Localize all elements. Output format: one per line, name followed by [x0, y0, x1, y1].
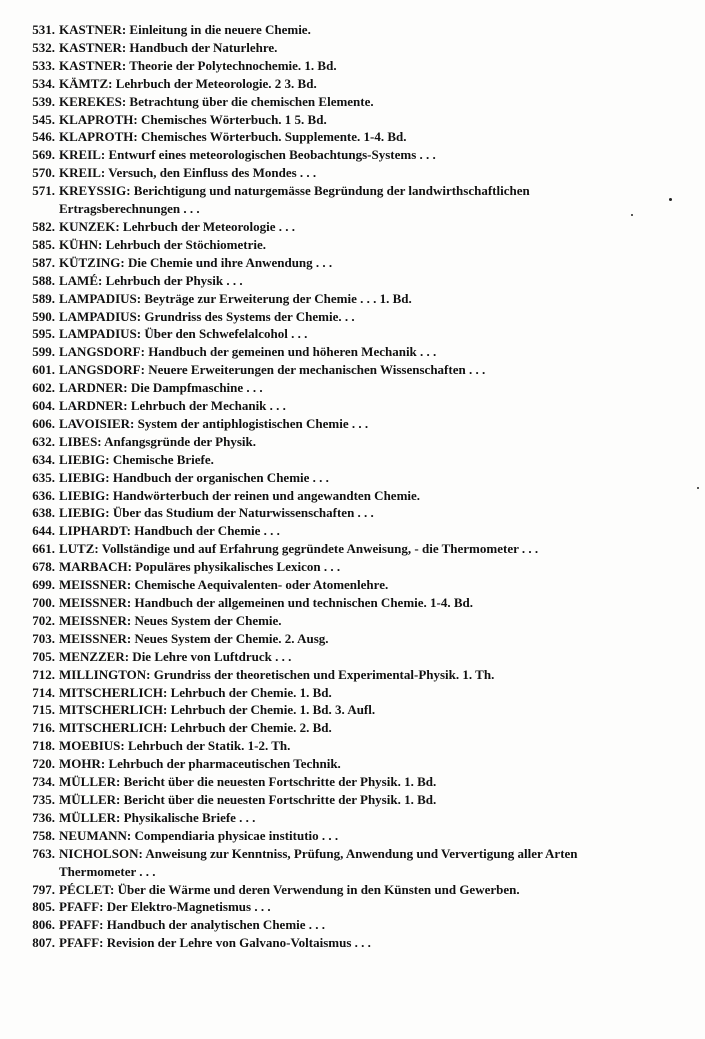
entry-line: MITSCHERLICH: Lehrbuch der Chemie. 2. Bd.: [59, 720, 332, 736]
entry-text: [59, 809, 695, 827]
entry-number: 703.: [32, 630, 55, 646]
entry-line: PFAFF: Der Elektro-Magnetismus . . .: [59, 899, 271, 915]
entry-number: 700.: [32, 595, 55, 610]
entry-number: 797.: [32, 881, 55, 897]
list-item: [20, 504, 695, 522]
entry-number: 604.: [32, 398, 55, 414]
entry-number: 705.: [32, 648, 55, 664]
list-item: [20, 791, 695, 809]
list-item: [20, 881, 695, 899]
entry-number: 736.: [32, 809, 55, 825]
list-item: [20, 522, 695, 540]
ink-speck: [669, 198, 672, 201]
entry-number: 758.: [32, 827, 55, 843]
entry-text: [59, 934, 695, 952]
list-item: [20, 75, 695, 93]
entry-text: [59, 630, 695, 648]
entry-number: 644.: [32, 523, 55, 539]
entry-number: 718.: [32, 738, 55, 754]
entry-line: PFAFF: Revision der Lehre von Galvano-Voltaismus . . .: [59, 935, 371, 951]
entry-line: KASTNER: Einleitung in die neuere Chemie.: [59, 22, 311, 37]
entry-number: 569.: [32, 147, 55, 163]
entry-number: 601.: [32, 362, 55, 378]
list-item: [20, 755, 695, 773]
list-item: [20, 39, 695, 57]
entry-text: [59, 236, 695, 254]
entry-number: 678.: [32, 559, 55, 575]
entry-text: [59, 791, 695, 809]
entry-number: 635.: [32, 469, 55, 485]
entry-number: 714.: [32, 684, 55, 700]
entry-number: 715.: [32, 702, 55, 718]
entry-number: 606.: [32, 415, 55, 431]
list-item: [20, 146, 695, 164]
list-item: [20, 128, 695, 146]
entry-line: KREIL: Versuch, den Einfluss des Mondes . . .: [59, 165, 317, 181]
list-item: [20, 648, 695, 666]
list-item: [20, 111, 695, 129]
entry-text: [59, 21, 695, 39]
entry-number: 571.: [32, 183, 55, 199]
entry-number: 699.: [32, 577, 55, 593]
entry-text: [59, 773, 695, 791]
entry-text: [59, 218, 695, 236]
entry-text: [59, 612, 695, 630]
entry-number: 532.: [32, 39, 55, 55]
entry-text: [59, 487, 695, 505]
list-item: [20, 272, 695, 290]
entry-line: MEISSNER: Neues System der Chemie.: [59, 612, 282, 628]
entry-text: [59, 272, 695, 290]
list-item: [20, 666, 695, 684]
list-item: [20, 773, 695, 791]
entry-text: [59, 308, 695, 326]
entry-line: MITSCHERLICH: Lehrbuch der Chemie. 1. Bd.: [59, 684, 332, 700]
list-item: [20, 236, 695, 254]
list-item: [20, 469, 695, 487]
entry-line: LIEBIG: Chemische Briefe.: [59, 451, 214, 467]
entry-number: 702.: [32, 612, 55, 628]
list-item: [20, 451, 695, 469]
entry-line: KREYSSIG: Berichtigung und naturgemässe Begründung der landwirthschaftlichen: [59, 183, 530, 199]
list-item: [20, 361, 695, 379]
entry-text: [59, 93, 695, 111]
list-item: [20, 898, 695, 916]
list-item: [20, 540, 695, 558]
entry-number: 807.: [32, 935, 55, 951]
entry-line: LANGSDORF: Neuere Erweiterungen der mechanischen Wissenschaften . . .: [59, 362, 486, 378]
entry-text: [59, 433, 695, 451]
list-item: [20, 397, 695, 415]
entry-line: MÜLLER: Physikalische Briefe . . .: [59, 809, 256, 825]
list-item: [20, 343, 695, 361]
entry-text: [59, 504, 695, 522]
entry-number: 636.: [32, 487, 55, 503]
entry-text: [59, 737, 695, 755]
entry-line: MEISSNER: Neues System der Chemie. 2. Ausg.: [59, 630, 329, 646]
entry-line: LAMPADIUS: Grundriss des Systems der Chemie. . .: [59, 308, 355, 324]
entry-line: NEUMANN: Compendiaria physicae institutio . . .: [59, 827, 339, 843]
entry-line: LIBES: Anfangsgründe der Physik.: [59, 433, 256, 449]
entry-number: 716.: [32, 720, 55, 736]
entry-number: 595.: [32, 326, 55, 342]
entry-number: 539.: [32, 93, 55, 109]
list-item: [20, 701, 695, 719]
entry-text: [59, 916, 695, 934]
list-item: [20, 630, 695, 648]
entry-text: [59, 898, 695, 916]
entry-line: KREIL: Entwurf eines meteorologischen Beobachtungs-Systems . . .: [59, 147, 436, 163]
ink-speck: [631, 214, 633, 216]
entry-line: PFAFF: Handbuch der analytischen Chemie . . .: [59, 917, 326, 933]
entry-text: [59, 182, 695, 218]
entry-line: LARDNER: Lehrbuch der Mechanik . . .: [59, 398, 286, 414]
list-item: [20, 576, 695, 594]
list-item: [20, 827, 695, 845]
entry-text: [59, 75, 695, 93]
entry-number: 763.: [32, 845, 55, 861]
ink-speck: [697, 487, 699, 489]
entry-line: LAVOISIER: System der antiphlogistischen Chemie . . .: [59, 415, 369, 431]
entry-text: [59, 522, 695, 540]
entry-number: 632.: [32, 433, 55, 449]
entry-text: [59, 111, 695, 129]
entry-text: [59, 397, 695, 415]
entry-text: [59, 415, 695, 433]
list-item: [20, 487, 695, 505]
entry-number: 602.: [32, 380, 55, 396]
entry-text: [59, 540, 695, 558]
entry-number: 720.: [32, 756, 55, 772]
entry-number: 570.: [32, 165, 55, 181]
entry-number: 531.: [32, 22, 55, 37]
entry-number: 546.: [32, 129, 55, 145]
entry-number: 805.: [32, 899, 55, 915]
entry-text: [59, 576, 695, 594]
list-item: [20, 916, 695, 934]
entry-text: [59, 684, 695, 702]
entry-line: MOEBIUS: Lehrbuch der Statik. 1-2. Th.: [59, 738, 291, 754]
entry-text: [59, 755, 695, 773]
entry-text: [59, 254, 695, 272]
entry-line: LIPHARDT: Handbuch der Chemie . . .: [59, 523, 280, 539]
entry-line: Ertragsberechnungen . . .: [59, 201, 200, 217]
entry-number: 712.: [32, 666, 55, 682]
entry-line: MILLINGTON: Grundriss der theoretischen und Experimental-Physik. 1. Th.: [59, 666, 495, 682]
entry-text: [59, 164, 695, 182]
entry-line: MOHR: Lehrbuch der pharmaceutischen Technik.: [59, 756, 341, 772]
entry-line: LUTZ: Vollständige und auf Erfahrung gegründete Anweisung, - die Thermometer . . .: [59, 541, 539, 557]
entry-line: Thermometer . . .: [59, 863, 156, 879]
entry-number: 638.: [32, 505, 55, 521]
entry-text: [59, 594, 695, 612]
entry-text: [59, 845, 695, 881]
bibliography-list: [20, 21, 695, 952]
entry-number: 545.: [32, 111, 55, 127]
list-item: [20, 57, 695, 75]
entry-number: 587.: [32, 254, 55, 270]
entry-line: KÜHN: Lehrbuch der Stöchiometrie.: [59, 236, 267, 252]
list-item: [20, 308, 695, 326]
entry-line: MEISSNER: Chemische Aequivalenten- oder Atomenlehre.: [59, 577, 389, 593]
entry-line: LIEBIG: Handwörterbuch der reinen und angewandten Chemie.: [59, 487, 421, 503]
entry-text: [59, 128, 695, 146]
entry-line: MÜLLER: Bericht über die neuesten Fortschritte der Physik. 1. Bd.: [59, 774, 437, 790]
list-item: [20, 325, 695, 343]
list-item: [20, 845, 695, 881]
entry-text: [59, 701, 695, 719]
entry-text: [59, 827, 695, 845]
entry-line: LIEBIG: Handbuch der organischen Chemie . . .: [59, 469, 329, 485]
list-item: [20, 182, 695, 218]
entry-number: 582.: [32, 218, 55, 234]
entry-text: [59, 558, 695, 576]
entry-line: LIEBIG: Über das Studium der Naturwissenschaften . . .: [59, 505, 374, 521]
list-item: [20, 809, 695, 827]
entry-text: [59, 39, 695, 57]
list-item: [20, 379, 695, 397]
entry-text: [59, 57, 695, 75]
entry-text: [59, 146, 695, 164]
entry-text: [59, 343, 695, 361]
entry-line: KUNZEK: Lehrbuch der Meteorologie . . .: [59, 218, 296, 234]
entry-line: PÉCLET: Über die Wärme und deren Verwendung in den Künsten und Gewerben.: [59, 881, 520, 897]
entry-number: 589.: [32, 290, 55, 306]
entry-number: 599.: [32, 344, 55, 360]
entry-number: 661.: [32, 541, 55, 557]
list-item: [20, 719, 695, 737]
list-item: [20, 415, 695, 433]
list-item: [20, 164, 695, 182]
entry-text: [59, 379, 695, 397]
entry-line: LANGSDORF: Handbuch der gemeinen und höheren Mechanik . . .: [59, 344, 437, 360]
entry-number: 734.: [32, 774, 55, 790]
entry-line: MÜLLER: Bericht über die neuesten Fortschritte der Physik. 1. Bd.: [59, 791, 437, 807]
list-item: [20, 594, 695, 612]
list-item: [20, 290, 695, 308]
entry-line: LAMPADIUS: Über den Schwefelalcohol . . .: [59, 326, 308, 342]
entry-number: 533.: [32, 57, 55, 73]
entry-number: 585.: [32, 236, 55, 252]
list-item: [20, 218, 695, 236]
entry-line: KÜTZING: Die Chemie und ihre Anwendung . . .: [59, 254, 333, 270]
list-item: [20, 558, 695, 576]
entry-line: LAMÉ: Lehrbuch der Physik . . .: [59, 272, 243, 288]
entry-line: MEISSNER: Handbuch der allgemeinen und technischen Chemie. 1-4. Bd.: [59, 595, 474, 610]
entry-text: [59, 648, 695, 666]
entry-text: [59, 290, 695, 308]
list-item: [20, 684, 695, 702]
entry-line: LARDNER: Die Dampfmaschine . . .: [59, 380, 263, 396]
list-item: [20, 934, 695, 952]
entry-line: MITSCHERLICH: Lehrbuch der Chemie. 1. Bd. 3. Aufl.: [59, 702, 376, 718]
entry-number: 534.: [32, 75, 55, 91]
entry-line: KEREKES: Betrachtung über die chemischen Elemente.: [59, 93, 374, 109]
entry-line: KLAPROTH: Chemisches Wörterbuch. 1 5. Bd.: [59, 111, 327, 127]
list-item: [20, 433, 695, 451]
entry-number: 588.: [32, 272, 55, 288]
list-item: [20, 612, 695, 630]
entry-line: MARBACH: Populäres physikalisches Lexicon . . .: [59, 559, 341, 575]
entry-number: 634.: [32, 451, 55, 467]
entry-text: [59, 361, 695, 379]
entry-line: KASTNER: Theorie der Polytechnochemie. 1. Bd.: [59, 57, 337, 73]
entry-line: KASTNER: Handbuch der Naturlehre.: [59, 39, 278, 55]
entry-text: [59, 469, 695, 487]
entry-line: NICHOLSON: Anweisung zur Kenntniss, Prüfung, Anwendung und Ververtigung aller Arten: [59, 845, 578, 861]
entry-line: KÄMTZ: Lehrbuch der Meteorologie. 2 3. Bd.: [59, 75, 317, 91]
entry-text: [59, 881, 695, 899]
entry-line: KLAPROTH: Chemisches Wörterbuch. Supplemente. 1-4. Bd.: [59, 129, 407, 145]
entry-text: [59, 666, 695, 684]
entry-text: [59, 719, 695, 737]
entry-number: 735.: [32, 791, 55, 807]
entry-line: MENZZER: Die Lehre von Luftdruck . . .: [59, 648, 292, 664]
entry-text: [59, 325, 695, 343]
entry-number: 806.: [32, 917, 55, 933]
entry-number: 590.: [32, 308, 55, 324]
entry-text: [59, 451, 695, 469]
list-item: [20, 21, 695, 39]
entry-line: LAMPADIUS: Beyträge zur Erweiterung der Chemie . . . 1. Bd.: [59, 290, 412, 306]
list-item: [20, 737, 695, 755]
list-item: [20, 93, 695, 111]
list-item: [20, 254, 695, 272]
